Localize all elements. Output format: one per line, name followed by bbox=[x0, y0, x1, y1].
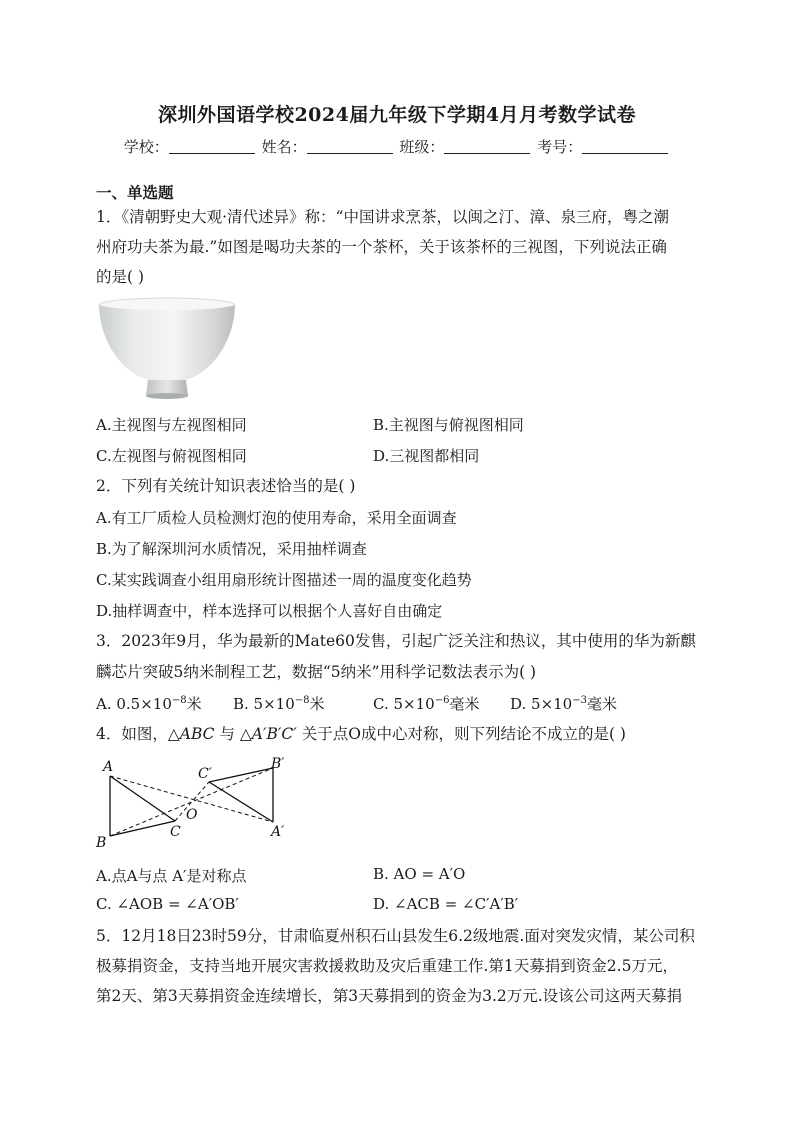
q3-option-c-base: C. 5×10 bbox=[373, 695, 435, 713]
q2-option-a[interactable]: A.有工厂质检人员检测灯泡的使用寿命，采用全面调查 bbox=[96, 509, 457, 527]
field-name-blank[interactable] bbox=[307, 139, 393, 154]
field-exam-no-blank[interactable] bbox=[582, 139, 668, 154]
q4-triangle-abc: △ABC bbox=[167, 725, 215, 743]
q4-stem-pre: 4．如图， bbox=[96, 725, 168, 743]
q4-option-a[interactable]: A.点A与点 A′是对称点 bbox=[96, 867, 247, 885]
field-school-label: 学校： bbox=[123, 138, 169, 156]
label-b: B bbox=[96, 835, 107, 851]
segment-a2c2 bbox=[209, 782, 273, 822]
student-info-row bbox=[0, 136, 794, 157]
q1-option-b[interactable]: B.主视图与俯视图相同 bbox=[373, 416, 524, 434]
q3-option-c-unit: 毫米 bbox=[449, 695, 480, 713]
q3-option-d-unit: 毫米 bbox=[586, 695, 617, 713]
q4-stem bbox=[96, 724, 626, 744]
label-c: C bbox=[170, 824, 181, 840]
label-a-prime: A′ bbox=[271, 824, 285, 840]
field-name-label: 姓名： bbox=[261, 138, 307, 156]
q2-option-c[interactable]: C.某实践调查小组用扇形统计图描述一周的温度变化趋势 bbox=[96, 571, 472, 589]
field-class-label: 班级： bbox=[399, 138, 445, 156]
q1-line3: 的是( ) bbox=[96, 268, 145, 286]
q3-option-c-exp: −6 bbox=[434, 695, 450, 706]
q3-option-a-unit: 米 bbox=[186, 695, 202, 713]
q3-option-b-exp: −8 bbox=[294, 695, 310, 706]
q3-option-c[interactable] bbox=[373, 693, 479, 714]
q4-option-d[interactable]: D. ∠ACB = ∠C′A′B′ bbox=[373, 895, 519, 913]
q1-option-c[interactable]: C.左视图与俯视图相同 bbox=[96, 447, 247, 465]
q3-option-b[interactable] bbox=[233, 693, 325, 714]
q3-line1: 3．2023年9月，华为最新的Mate60发售，引起广泛关注和热议，其中使用的华为新麒 bbox=[96, 632, 696, 650]
segment-ac bbox=[110, 776, 175, 821]
q1-line1: 1．《清朝野史大观·清代述异》称：“中国讲求烹茶，以闽之汀、漳、泉三府，粤之潮 bbox=[96, 208, 669, 226]
q2-option-d[interactable]: D.抽样调查中，样本选择可以根据个人喜好自由确定 bbox=[96, 602, 443, 620]
q1-option-a[interactable]: A.主视图与左视图相同 bbox=[96, 416, 247, 434]
page-title: 深圳外国语学校2024届九年级下学期4月月考数学试卷 bbox=[157, 104, 637, 126]
segment-b2c2 bbox=[209, 768, 273, 782]
q4-triangle-a2b2c2: △A′B′C′ bbox=[239, 725, 297, 743]
q3-option-b-unit: 米 bbox=[309, 695, 325, 713]
q3-option-d-base: D. 5×10 bbox=[510, 695, 573, 713]
q3-option-d[interactable] bbox=[510, 693, 617, 714]
q3-option-a-exp: −8 bbox=[171, 695, 187, 706]
q4-stem-mid: 与 bbox=[214, 725, 240, 743]
field-school-blank[interactable] bbox=[169, 139, 255, 154]
field-class-blank[interactable] bbox=[444, 139, 530, 154]
q2-stem: 2．下列有关统计知识表述恰当的是( ) bbox=[96, 477, 356, 495]
central-symmetry-figure bbox=[92, 756, 302, 852]
label-b-prime: B′ bbox=[271, 756, 285, 772]
q3-option-a[interactable] bbox=[96, 693, 202, 714]
q2-option-b[interactable]: B.为了解深圳河水质情况，采用抽样调查 bbox=[96, 540, 367, 558]
label-o: O bbox=[186, 807, 198, 823]
q4-stem-post: 关于点O成中心对称，则下列结论不成立的是( ) bbox=[296, 725, 626, 743]
q4-option-c[interactable]: C. ∠AOB = ∠A′OB′ bbox=[96, 895, 239, 913]
segment-bc bbox=[110, 821, 175, 836]
q5-line1: 5．12月18日23时59分，甘肃临夏州积石山县发生6.2级地震.面对突发灾情，某公司积 bbox=[96, 927, 695, 945]
q3-option-b-base: B. 5×10 bbox=[233, 695, 295, 713]
q5-line3: 第2天、第3天募捐资金连续增长，第3天募捐到的资金为3.2万元.设该公司这两天募捐 bbox=[96, 987, 683, 1005]
section-heading: 一、单选题 bbox=[96, 183, 174, 202]
dashed-bb2 bbox=[110, 768, 273, 836]
label-c-prime: C′ bbox=[198, 766, 212, 782]
q5-line2: 极募捐资金，支持当地开展灾害救援救助及灾后重建工作.第1天募捐到资金2.5万元， bbox=[96, 957, 678, 975]
q3-option-d-exp: −3 bbox=[572, 695, 587, 706]
q1-option-d[interactable]: D.三视图都相同 bbox=[373, 447, 480, 465]
q1-line2: 州府功夫茶为最.”如图是喝功夫茶的一个茶杯，关于该茶杯的三视图，下列说法正确 bbox=[96, 238, 667, 256]
tea-cup-image bbox=[96, 296, 238, 404]
field-exam-no-label: 考号： bbox=[537, 138, 583, 156]
q3-option-a-base: A. 0.5×10 bbox=[96, 695, 172, 713]
label-a: A bbox=[103, 759, 114, 775]
q3-line2: 麟芯片突破5纳米制程工艺，数据“5纳米”用科学记数法表示为( ) bbox=[96, 663, 537, 681]
q4-option-b[interactable]: B. AO = A′O bbox=[373, 865, 466, 883]
